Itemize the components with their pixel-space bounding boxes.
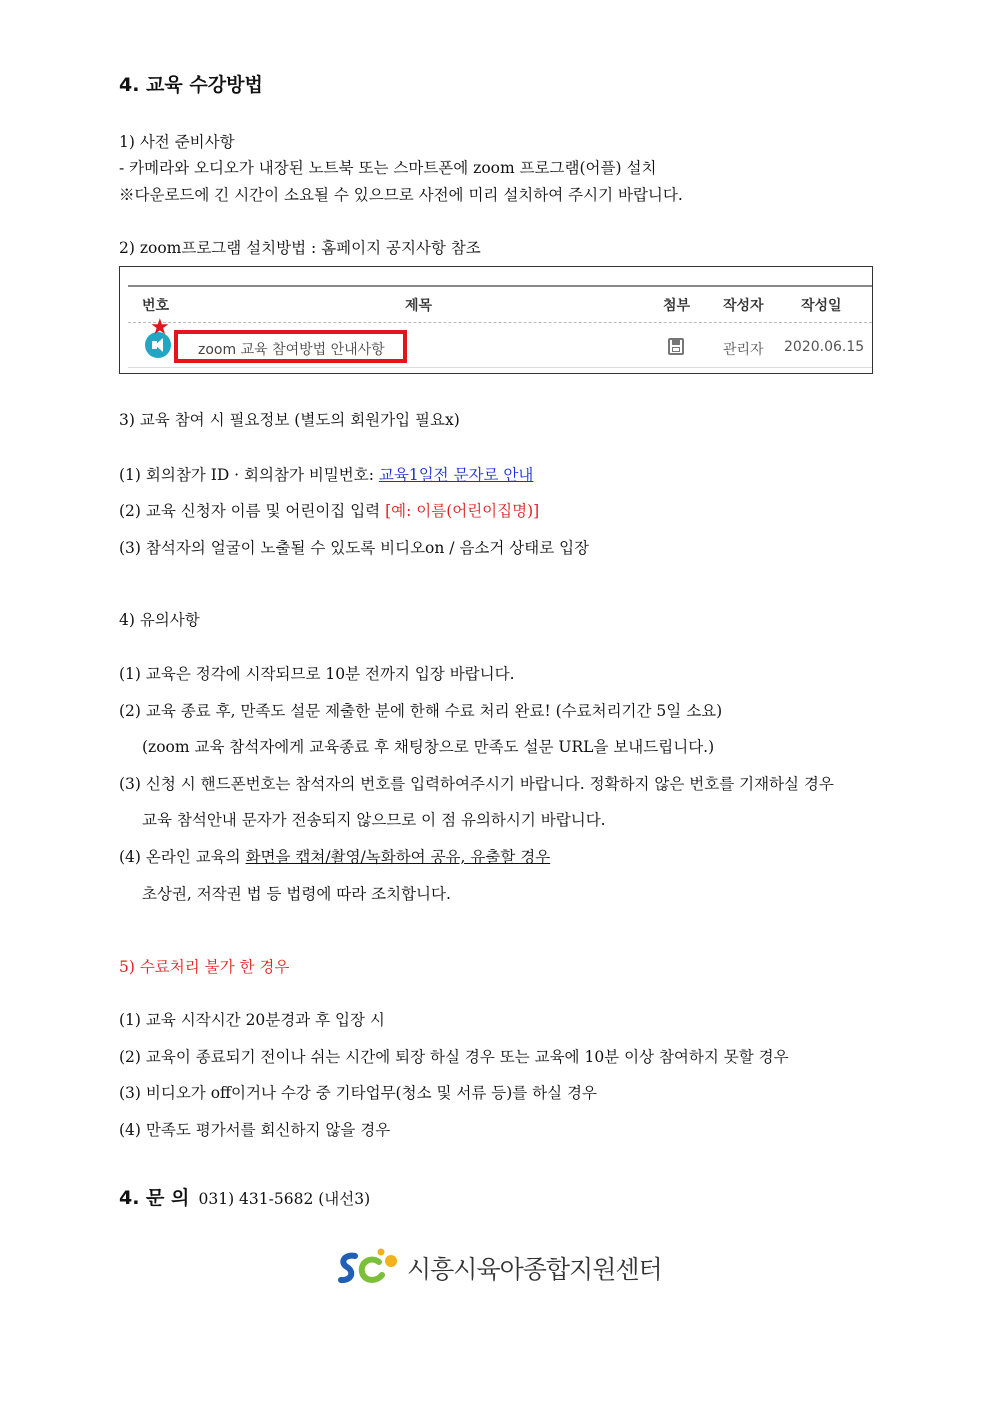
s4-title: 4) 유의사항 — [119, 611, 200, 629]
logo-mark-icon — [335, 1248, 405, 1288]
floppy-disk-icon[interactable] — [668, 338, 684, 355]
s3-item3: (3) 참석자의 얼굴이 노출될 수 있도록 비디오on / 음소거 상태로 입장 — [119, 539, 590, 557]
s1-line2: ※다운로드에 긴 시간이 소요될 수 있으므로 사전에 미리 설치하여 주시기 바랍니다. — [119, 186, 683, 204]
col-attach: 첨부 — [663, 298, 691, 314]
row-date: 2020.06.15 — [784, 339, 865, 355]
row-author: 관리자 — [723, 342, 764, 358]
contact-line — [119, 1183, 370, 1210]
contact-label: 4. 문 의 — [119, 1187, 190, 1209]
s3-item2-example: [예: 이름(어린이집명)] — [385, 502, 540, 520]
s5-title: 5) 수료처리 불가 한 경우 — [119, 958, 290, 976]
s4-item2-cont: (zoom 교육 참석자에게 교육종료 후 채팅창으로 만족도 설문 URL을 보내드립니다.) — [142, 738, 715, 756]
s3-item1 — [119, 465, 533, 485]
s3-item2-text: (2) 교육 신청자 이름 및 어린이집 입력 — [119, 502, 386, 520]
col-author: 작성자 — [723, 298, 764, 314]
s4-item1: (1) 교육은 정각에 시작되므로 10분 전까지 입장 바랍니다. — [119, 665, 515, 683]
star-icon: ★ — [150, 315, 170, 340]
s4-item2: (2) 교육 종료 후, 만족도 설문 제출한 분에 한해 수료 처리 완료! (수료처리기간 5일 소요) — [119, 702, 723, 720]
board-top-rule — [128, 285, 872, 287]
s3-item1-text: (1) 회의참가 ID · 회의참가 비밀번호: — [119, 466, 379, 484]
logo-text: 시흥시육아종합지원센터 — [407, 1255, 662, 1284]
col-title: 제목 — [405, 298, 433, 314]
s5-item2: (2) 교육이 종료되기 전이나 쉬는 시간에 퇴장 하실 경우 또는 교육에 10분 이상 참여하지 못할 경우 — [119, 1048, 789, 1066]
s4-item4-text: (4) 온라인 교육의 — [119, 848, 246, 866]
s4-item4 — [119, 847, 550, 867]
s4-item4-underline: 화면을 캡쳐/촬영/녹화하여 공유, 유출할 경우 — [245, 848, 551, 866]
s4-item4-cont: 초상권, 저작권 법 등 법령에 따라 조치합니다. — [142, 885, 451, 903]
notice-title-link[interactable]: zoom 교육 참여방법 안내사항 — [198, 342, 385, 358]
notice-board-screenshot — [119, 266, 873, 374]
board-bottom-rule — [128, 367, 872, 368]
col-date: 작성일 — [801, 298, 842, 314]
s4-item3: (3) 신청 시 핸드폰번호는 참석자의 번호를 입력하여주시기 바랍니다. 정확하지 않은 번호를 기재하실 경우 — [119, 775, 834, 793]
s4-item3-cont: 교육 참석안내 문자가 전송되지 않으므로 이 점 유의하시기 바랍니다. — [142, 811, 606, 829]
s5-item3: (3) 비디오가 off이거나 수강 중 기타업무(청소 및 서류 등)를 하실 경우 — [119, 1084, 597, 1102]
s2-title: 2) zoom프로그램 설치방법 : 홈페이지 공지사항 참조 — [119, 239, 481, 257]
s5-item4: (4) 만족도 평가서를 회신하지 않을 경우 — [119, 1121, 391, 1139]
center-logo — [335, 1248, 665, 1288]
s1-line1: - 카메라와 오디오가 내장된 노트북 또는 스마트폰에 zoom 프로그램(어플) 설치 — [119, 159, 657, 177]
contact-phone: 031) 431-5682 (내선3) — [198, 1190, 371, 1208]
section-heading: 4. 교육 수강방법 — [119, 74, 263, 96]
col-no: 번호 — [142, 298, 170, 314]
s1-title: 1) 사전 준비사항 — [119, 133, 235, 151]
board-divider — [128, 322, 872, 323]
s3-item1-link[interactable]: 교육1일전 문자로 안내 — [378, 466, 534, 484]
s3-item2 — [119, 501, 539, 521]
s3-title: 3) 교육 참여 시 필요정보 (별도의 회원가입 필요x) — [119, 411, 460, 429]
s5-item1: (1) 교육 시작시간 20분경과 후 입장 시 — [119, 1011, 385, 1029]
